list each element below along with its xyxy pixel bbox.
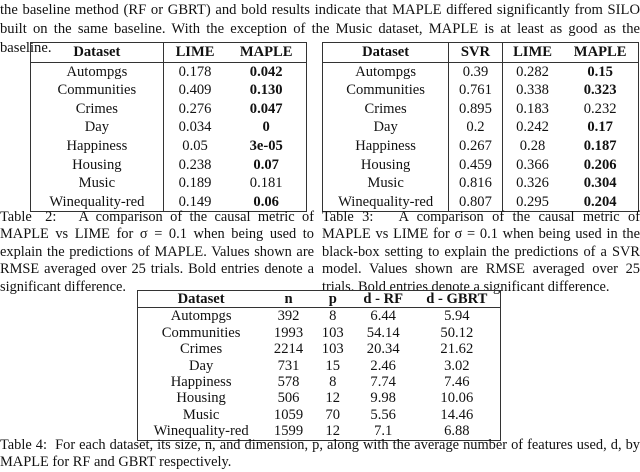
table-3-caption [322,209,640,296]
caption-text: A comparison of the causal metric of MAPLE vs LIME for σ = 0.1 when being used to explain the predictions of MAPLE. Values shown are RMSE averaged over 25 trials. Bold entries denote a significant difference. [0,209,315,295]
table-cell: Music [182,406,220,423]
table-row [138,341,501,357]
table-cell: 0.232 [583,100,617,117]
intro-paragraph: the baseline method (RF or GBRT) and bold results indicate that MAPLE differed significantly from SILO built on the same baseline. With the exception of the Music dataset, MAPLE is at least as good as the baseline. [0,2,640,56]
table-cell: 1599 [273,423,304,440]
table-cell: 7.46 [444,374,470,391]
table-cell: 0.282 [516,63,549,80]
table-cell: 8 [329,308,337,325]
table-cell: 0.034 [178,119,212,136]
table-cell: Autompgs [323,62,449,81]
column-header: SVR [449,43,503,63]
table-cell: Communities [31,81,164,100]
table-cell: 12 [325,390,341,407]
column-header: Dataset [31,43,164,63]
column-header: d - RF [353,291,414,308]
table-cell: 0.187 [583,137,617,154]
table-cell: 1059 [273,406,304,423]
table-row [31,81,307,100]
table-cell: Housing [323,156,449,175]
table-cell: Housing [31,156,164,175]
table-cell: 10.06 [440,390,474,407]
table-cell: 0.28 [519,137,546,154]
table-cell: 12 [325,423,341,440]
table-row [323,100,639,119]
table-cell: 0.338 [516,82,549,99]
table-row [323,81,639,100]
table-cell: 0.206 [583,156,617,173]
table-cell: 0.895 [449,100,503,119]
table-row [323,62,639,81]
table-row [323,174,639,193]
table-cell: Happiness [31,137,164,156]
table-cell: Crimes [180,341,223,358]
table-4-caption [0,437,640,472]
table-2-caption [0,209,314,296]
table-cell: 103 [321,324,344,341]
table-cell: 0.816 [449,174,503,193]
table-cell: 0.366 [516,156,549,173]
table-cell: 392 [277,308,300,325]
table-cell: 14.46 [440,406,474,423]
table-cell: 5.94 [444,308,470,325]
table-cell: Autompgs [170,308,232,325]
table-cell: Winequality-red [31,193,164,212]
table-row [138,358,501,374]
table-cell: 506 [277,390,300,407]
column-header: p [313,291,353,308]
table-cell: 0.181 [249,175,283,192]
table-cell: Housing [176,390,226,407]
table-cell: 6.44 [370,308,396,325]
table-cell: 70 [325,406,341,423]
table-cell: 0.242 [516,119,549,136]
table-row [31,62,307,81]
caption-label: Table 4: [0,437,48,453]
table-cell: Communities [161,324,241,341]
table-cell: 0 [262,119,270,136]
table-cell: 0.17 [587,119,613,136]
table-cell: 2214 [273,341,304,358]
column-header: MAPLE [226,43,306,63]
table-cell: 0.183 [516,100,549,117]
table-row [323,118,639,137]
table-cell: 0.267 [449,137,503,156]
column-header: n [264,291,313,308]
table-cell: Winequality-red [323,193,449,212]
table-cell: Winequality-red [153,423,249,440]
table-cell: 50.12 [440,324,474,341]
table-row [138,325,501,341]
table-row [323,137,639,156]
table-cell: 0.39 [449,62,503,81]
table-cell: 578 [277,374,300,391]
column-header: LIME [163,43,226,63]
table-cell: 0.323 [583,82,617,99]
table-cell: 0.178 [178,63,212,80]
table-cell: 2.46 [370,357,396,374]
table-cell: 54.14 [366,324,400,341]
table-cell: 0.409 [178,82,212,99]
table-cell: Music [31,174,164,193]
table-row [138,374,501,390]
table-cell: 1993 [273,324,304,341]
table-cell: Music [323,174,449,193]
caption-label: Table 3: [322,209,374,225]
table-cell: 0.189 [178,175,212,192]
table-cell: Day [323,118,449,137]
table-cell: 0.204 [583,193,617,210]
table-cell: 0.15 [587,63,613,80]
table-2 [30,42,307,212]
table-cell: Day [31,118,164,137]
table-cell: 0.06 [253,193,279,210]
table-cell: 0.238 [178,156,212,173]
table-cell: 8 [329,374,337,391]
table-cell: Crimes [31,100,164,119]
table-cell: 21.62 [440,341,474,358]
table-cell: 0.05 [182,137,208,154]
table-cell: 0.130 [249,82,283,99]
table-cell: 0.042 [249,63,283,80]
table-cell: 103 [321,341,344,358]
table-cell: 0.295 [516,193,549,210]
table-cell: 7.1 [374,423,393,440]
table-cell: 3e-05 [249,137,283,154]
table-row [31,174,307,193]
table-cell: 0.807 [449,193,503,212]
table-row [138,390,501,406]
column-header: d - GBRT [414,291,501,308]
table-cell: 0.326 [516,175,549,192]
caption-label: Table 2: [0,209,57,225]
table-cell: 0.761 [449,81,503,100]
table-cell: 15 [325,357,341,374]
table-row [31,156,307,175]
column-header: MAPLE [562,43,638,63]
table-cell: 0.149 [178,193,212,210]
table-cell: Autompgs [31,62,164,81]
table-cell: Happiness [323,137,449,156]
table-row [323,156,639,175]
table-cell: 20.34 [366,341,400,358]
column-header: LIME [502,43,562,63]
table-cell: 0.304 [583,175,617,192]
table-row [138,308,501,325]
table-cell: 0.276 [178,100,212,117]
table-row [31,137,307,156]
table-cell: 0.459 [449,156,503,175]
table-row [138,407,501,423]
table-cell: 0.047 [249,100,283,117]
table-cell: 9.98 [370,390,396,407]
caption-text: For each dataset, its size, n, and dimension, p, along with the average number of features used, d, by MAPLE for RF and GBRT respectively. [0,437,640,471]
table-cell: 6.88 [444,423,470,440]
table-3 [322,42,639,212]
table-cell: 731 [277,357,300,374]
table-row [31,100,307,119]
table-cell: Communities [323,81,449,100]
table-row [31,118,307,137]
table-cell: Crimes [323,100,449,119]
table-cell: 0.07 [253,156,279,173]
table-cell: 5.56 [370,406,396,423]
table-cell: 3.02 [444,357,470,374]
column-header: Dataset [323,43,449,63]
table-cell: Happiness [170,374,232,391]
column-header: Dataset [138,291,265,308]
table-4 [137,290,501,441]
caption-text: A comparison of the causal metric of MAPLE vs LIME for σ = 0.1 when being used in the black-box setting to explain the predictions of a SVR model. Values shown are RMSE averaged over 25 trials. Bold entries denote a significant difference. [322,209,640,295]
table-cell: 0.2 [449,118,503,137]
table-cell: Day [188,357,214,374]
table-cell: 7.74 [370,374,396,391]
